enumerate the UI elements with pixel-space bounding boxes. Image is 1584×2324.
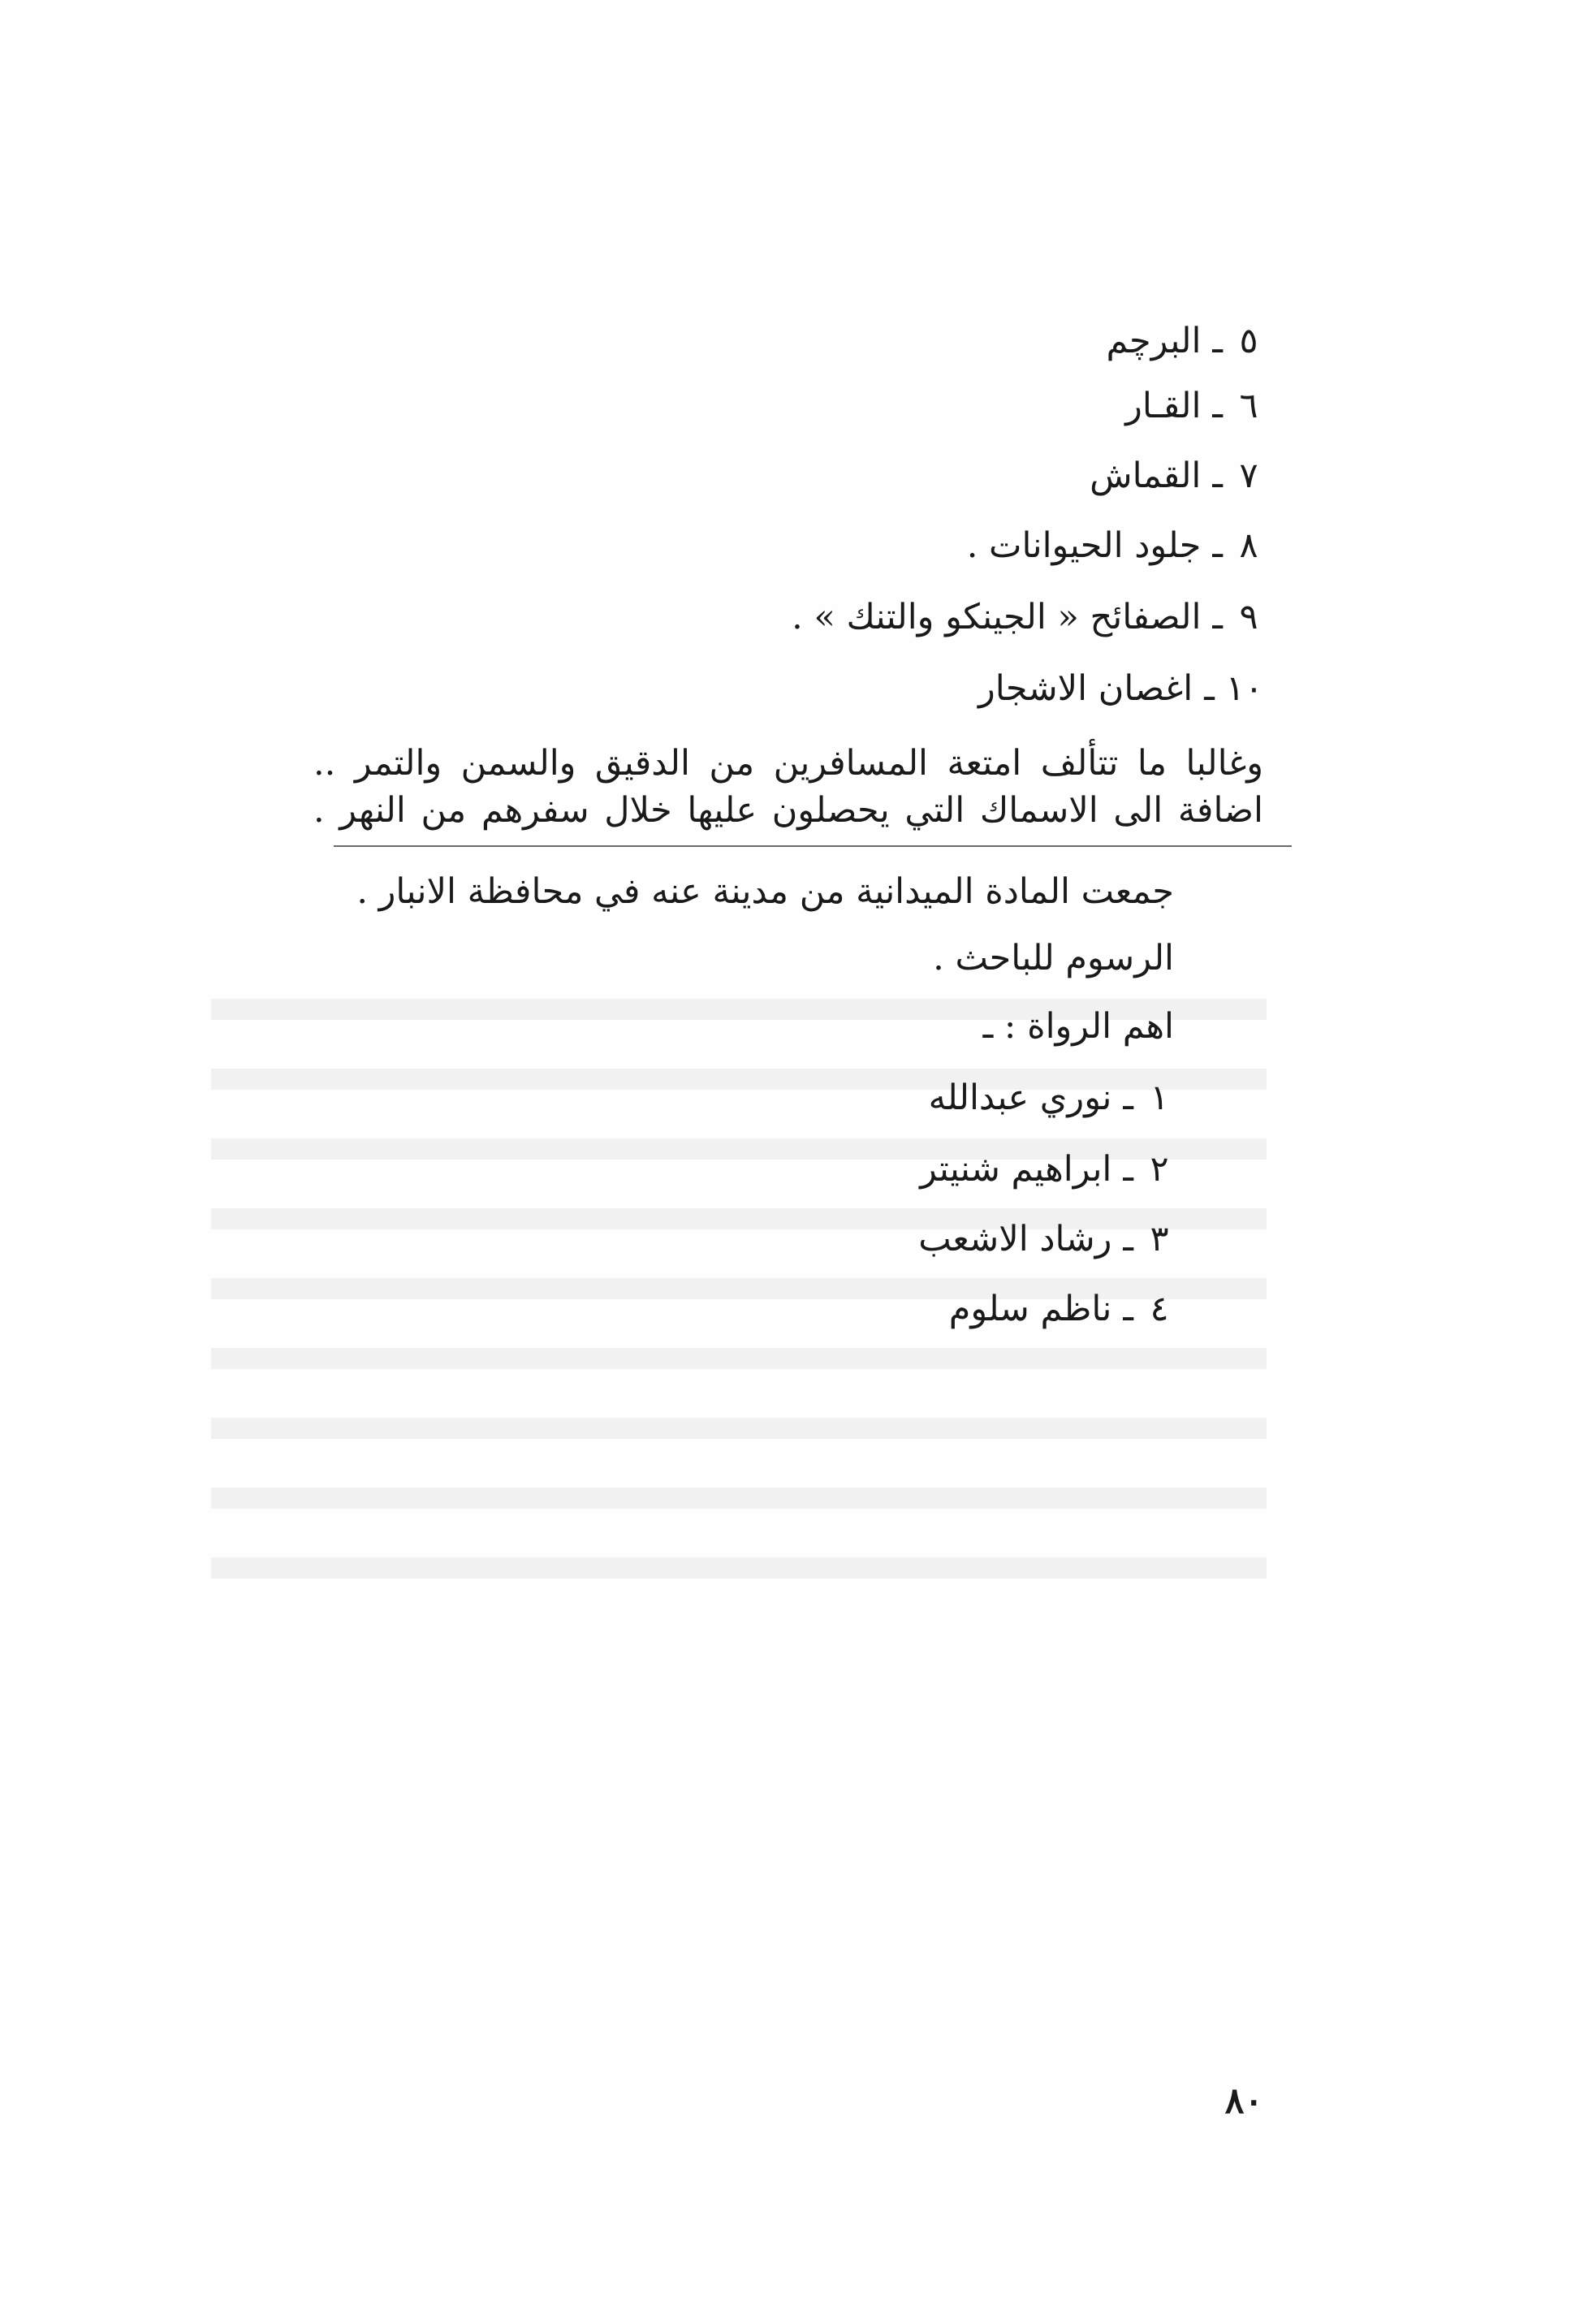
narrator-name: ناظم سلوم [948,1289,1112,1329]
list-item-text: البرچم [1106,321,1202,361]
page-number: ٨٠ [1224,2080,1263,2122]
list-item [1090,451,1263,500]
narrator-number: ٣ [1150,1219,1169,1259]
narrator-item [920,1145,1174,1194]
list-item-number: ٧ [1239,456,1258,496]
narrator-number: ١ [1150,1078,1169,1118]
list-item [978,664,1263,713]
list-item-text: القماش [1090,456,1202,496]
narrator-name: رشاد الاشعب [918,1219,1112,1259]
list-item-text: الصفائح « الجينكو والتنك » . [792,597,1202,637]
list-item-dash: ـ [1212,321,1223,361]
list-item [792,593,1263,641]
list-item-number: ١٠ [1225,668,1263,709]
narrator-number: ٢ [1150,1149,1169,1190]
list-item-dash: ـ [1204,668,1215,709]
list-item-dash: ـ [1212,597,1223,637]
list-item-text: القـار [1125,386,1202,426]
narrator-item [918,1215,1174,1264]
list-item-number: ٦ [1239,386,1258,426]
list-item-number: ٥ [1239,321,1258,361]
list-item-text: جلود الحيوانات . [966,525,1202,566]
narrator-item [929,1073,1174,1122]
paragraph-line: وغالبا ما تتألف امتعة المسافرين من الدقيق والسمن والتمر .. [313,743,1263,784]
list-item [1125,382,1263,430]
narrator-dash: ـ [1123,1149,1133,1190]
list-item-number: ٩ [1239,597,1258,637]
drawings-note: الرسوم للباحث . [933,938,1174,978]
list-item-dash: ـ [1212,456,1223,496]
narrator-number: ٤ [1150,1289,1169,1329]
narrator-dash: ـ [1123,1289,1133,1329]
list-item-dash: ـ [1212,525,1223,566]
list-item-text: اغصان الاشجار [978,668,1193,709]
footnote-separator [334,845,1292,847]
source-note: جمعت المادة الميدانية من مدينة عنه في محافظة الانبار . [356,871,1174,912]
narrator-name: ابراهيم شنيتر [920,1149,1112,1190]
narrator-item [949,1285,1174,1333]
list-item [1106,317,1263,365]
list-item [967,521,1263,570]
narrator-dash: ـ [1123,1219,1133,1259]
paragraph-line: اضافة الى الاسماك التي يحصلون عليها خلال سفرهم من النهر . [313,790,1263,831]
narrator-name: نوري عبدالله [928,1078,1112,1118]
narrator-dash: ـ [1123,1078,1133,1118]
list-item-number: ٨ [1239,525,1258,566]
narrators-heading: اهم الرواة : ـ [982,1006,1174,1047]
list-item-dash: ـ [1212,386,1223,426]
